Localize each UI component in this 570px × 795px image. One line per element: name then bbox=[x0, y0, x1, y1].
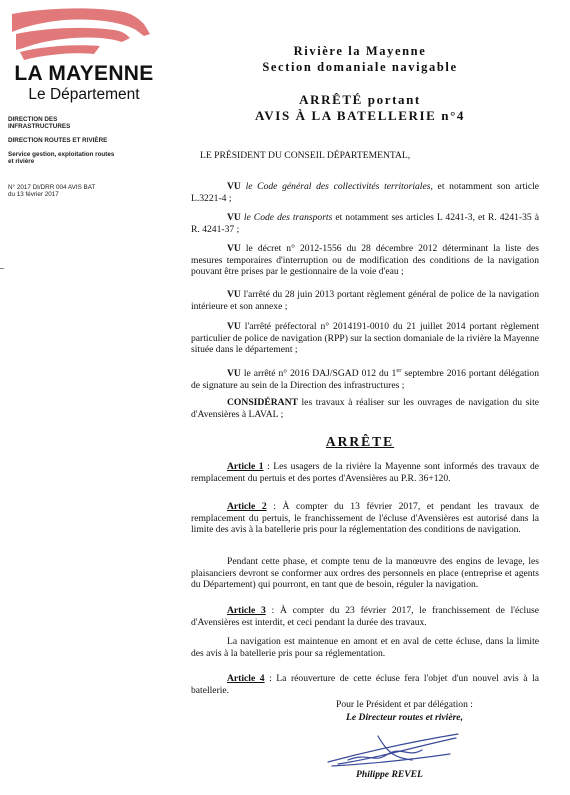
reference-number: N° 2017 DI/DRR 004 AVIS BAT bbox=[8, 184, 96, 191]
article-3-text: : À compter du 23 février 2017, le franchissement de l'écluse d'Avensières est interdit, et ceci pendant la durée des travaux. bbox=[191, 605, 539, 628]
article-2 bbox=[191, 501, 539, 536]
vu-4 bbox=[191, 289, 539, 312]
vu-5-text: l'arrêté préfectoral n° 2014191-0010 du 21 juillet 2014 portant règlement particulier de police de navigation (RPP) sur la section domaniale de la rivière la Mayenne située dans le département ; bbox=[191, 321, 539, 356]
header-line-3: ARRÊTÉ portant bbox=[299, 92, 421, 107]
considerant-label: CONSIDÉRANT bbox=[227, 397, 298, 408]
article-1 bbox=[191, 461, 539, 484]
article-4 bbox=[191, 673, 539, 696]
direction-line-2: INFRASTRUCTURES bbox=[8, 123, 71, 131]
article-2-label: Article 2 bbox=[227, 501, 267, 512]
vu-label: VU bbox=[227, 243, 241, 254]
article-1-label: Article 1 bbox=[227, 461, 264, 472]
vu-2-text: et notamment ses articles L 4241-3, et R. 4241-35 à R. 4241-37 ; bbox=[191, 212, 539, 235]
article-4-label: Article 4 bbox=[227, 673, 265, 684]
sidebar-reference bbox=[8, 184, 136, 199]
margin-tick bbox=[0, 268, 4, 269]
direction-line-1: DIRECTION DES bbox=[8, 116, 58, 123]
vu-label: VU bbox=[227, 181, 241, 192]
header-line-1: Rivière la Mayenne bbox=[293, 44, 427, 58]
brand-name: LA MAYENNE bbox=[14, 62, 154, 85]
considerant-text: les travaux à réaliser sur les ouvrages de navigation du site d'Avensières à LAVAL ; bbox=[191, 397, 539, 420]
signatory-name: Philippe REVEL bbox=[356, 769, 423, 780]
la-mayenne-horse-logo bbox=[4, 4, 154, 66]
vu-3-text: le décret n° 2012-1556 du 28 décembre 2012 déterminant la liste des mesures temporaires d'interruption ou de modification des conditions de la navigation pouvant être prises par le gestionnaire de la voie d'eau ; bbox=[191, 243, 539, 278]
header-line-2: Section domaniale navigable bbox=[262, 60, 458, 74]
article-4-text: : La réouverture de cette écluse fera l'objet d'un nouvel avis à la batellerie. bbox=[191, 673, 539, 696]
signature-title: Le Directeur routes et rivière, bbox=[346, 712, 463, 723]
sidebar-direction-routes bbox=[8, 137, 136, 144]
vu-3 bbox=[191, 243, 539, 278]
signature-delegation: Pour le Président et par délégation : bbox=[336, 699, 473, 710]
article-3-label: Article 3 bbox=[227, 605, 266, 616]
article-2-text: : À compter du 13 février 2017, et pendant les travaux de remplacement du pertuis, le franchissement de l'écluse d'Avensières est autorisé dans la limite des avis à la batellerie pris pour la réglementation des conditions de navigation. bbox=[191, 501, 539, 536]
article-3 bbox=[191, 605, 539, 628]
vu-1 bbox=[191, 181, 539, 204]
vu-2 bbox=[191, 212, 539, 235]
service-line-2: et rivière bbox=[8, 158, 35, 166]
president-line: LE PRÉSIDENT DU CONSEIL DÉPARTEMENTAL, bbox=[200, 150, 411, 161]
vu-4-text: l'arrêté du 28 juin 2013 portant règlement général de police de la navigation intérieure et son annexe ; bbox=[191, 289, 539, 312]
vu-2-code: le Code des transports bbox=[243, 212, 333, 223]
service-line-1: Service gestion, exploitation routes bbox=[8, 151, 115, 158]
vu-label: VU bbox=[227, 212, 241, 223]
vu-6-sup: er bbox=[396, 367, 402, 374]
arrete-heading bbox=[200, 434, 520, 450]
arrete-heading-text: ARRÊTE bbox=[325, 434, 395, 449]
reference-date: du 13 février 2017 bbox=[8, 191, 59, 199]
sidebar-direction bbox=[8, 116, 136, 131]
article-2-paragraph-2: Pendant cette phase, et compte tenu de la manœuvre des engins de levage, les plaisanciers devront se conformer aux ordres des personnels en place (entreprise et agents du Département) qui pourront, en tant que de besoin, réguler la navigation. bbox=[191, 556, 539, 591]
vu-1-text: , et notamment son article L.3221-4 ; bbox=[191, 181, 540, 204]
brand-subtitle: Le Département bbox=[28, 86, 140, 103]
vu-label: VU bbox=[227, 368, 241, 380]
vu-6 bbox=[191, 365, 539, 391]
direction-routes-text: DIRECTION ROUTES ET RIVIÈRE bbox=[8, 137, 108, 144]
vu-1-code: le Code général des collectivités territoriales bbox=[245, 181, 431, 192]
article-1-text: : Les usagers de la rivière la Mayenne sont informés des travaux de remplacement du pertuis et des portes d'Avensières au P.R. 36+120. bbox=[191, 461, 539, 484]
vu-5 bbox=[191, 321, 539, 356]
handwritten-signature bbox=[318, 724, 468, 774]
considerant bbox=[191, 397, 539, 420]
article-3-paragraph-2: La navigation est maintenue en amont et en aval de cette écluse, dans la limite des avis à la batellerie pris pour sa réglementation. bbox=[191, 636, 539, 659]
sidebar-service bbox=[8, 151, 136, 166]
vu-label: VU bbox=[227, 321, 241, 332]
vu-6-text-b: septembre 2016 portant délégation de signature au sein de la Direction des infrastructures ; bbox=[191, 368, 539, 391]
vu-6-text-a: le arrêté n° 2016 DAJ/SGAD 012 du 1 bbox=[240, 368, 397, 380]
header-line-4: AVIS À LA BATELLERIE n°4 bbox=[254, 108, 465, 123]
vu-label: VU bbox=[227, 289, 241, 300]
